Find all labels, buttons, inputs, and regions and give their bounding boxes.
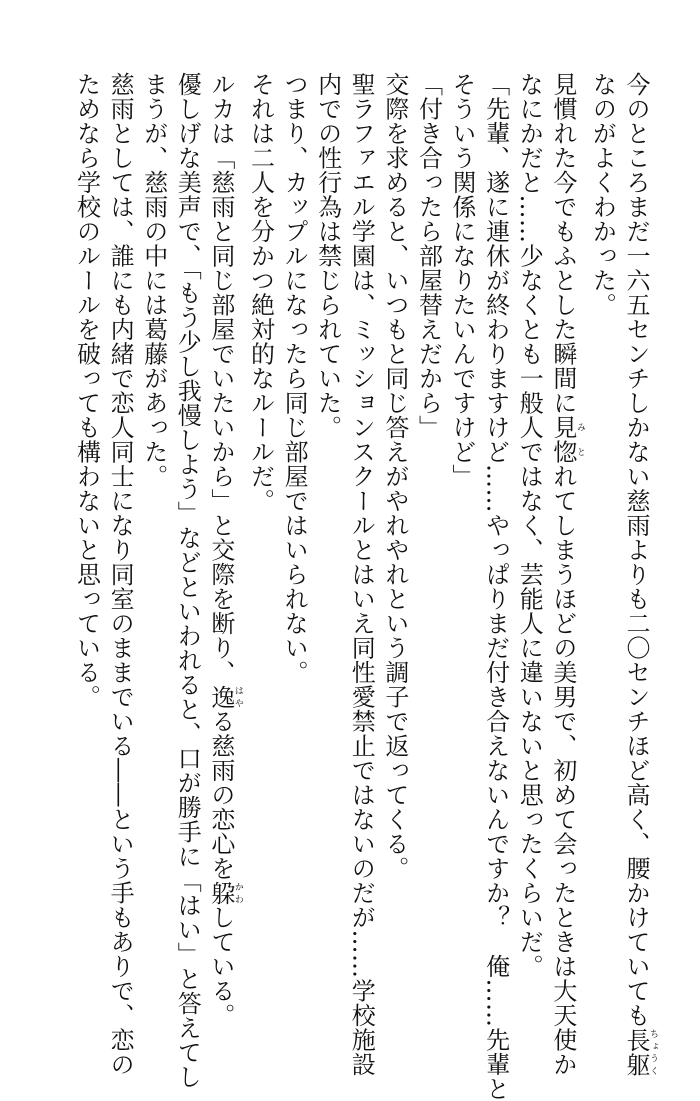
text-line-9: 聖ラファエル学園は、ミッションスクールとはいえ同性愛禁止ではないのだが……学校施設	[347, 72, 376, 1077]
text-line-13: ルカは「慈雨と同じ部屋でいたいから」と交際を断り、逸はやる慈雨の恋心を躱かわしている。	[206, 72, 243, 1028]
ruby-kawa-base: 躱	[206, 880, 235, 905]
text-line-8: 交際を求めると、いつもと同じ答えがやれやれという調子で返ってくる。	[380, 72, 409, 881]
text-line-7: 「付き合ったら部屋替えだから」	[414, 72, 443, 440]
text-line-10: 内での性行為は禁じられていた。	[313, 72, 342, 440]
text-line-3: 見慣れた今でもふとした瞬間に見惚みとれてしまうほどの美男で、初めて会ったときは大天使か	[548, 72, 585, 1077]
ruby-mito-reading: みと	[574, 415, 585, 464]
ruby-haya-reading: はや	[232, 684, 243, 709]
ruby-kawa	[206, 880, 243, 906]
ruby-haya-base: 逸	[206, 684, 235, 709]
text-line-12: それは二人を分かつ絶対的なルールだ。	[246, 72, 275, 513]
text-line-14: 優しげな美声で、「もう少し我慢しよう」などといわれると、口が勝手に「はい」と答えてし	[173, 72, 202, 1089]
ruby-choku-base: 長躯	[622, 1027, 650, 1077]
ruby-kawa-reading: かわ	[232, 880, 243, 905]
ruby-mito-base: 見惚	[548, 415, 577, 464]
ruby-choku	[622, 1027, 658, 1077]
text-line-15: まうが、慈雨の中には葛藤があった。	[139, 72, 168, 489]
ruby-haya	[206, 684, 243, 710]
ruby-mito	[548, 415, 585, 464]
ruby-choku-reading: ちょうく	[648, 1027, 658, 1077]
text-line-16: 慈雨としては、誰にも内緒で恋人同士になり同室のままでいる――という手もありで、恋の	[106, 72, 135, 1077]
text-line-6: そういう関係になりたいんですけど」	[448, 72, 477, 489]
text-line-17: ためなら学校のルールを破っても構わないと思っている。	[72, 72, 101, 709]
text-line-1: 今のところまだ一六五センチしかない慈雨よりも二〇センチほど高く、腰かけていても長躯ちょうく	[622, 72, 658, 1077]
vertical-text-body	[69, 72, 658, 1101]
text-line-5: 「先輩、遂に連休が終わりますけど……やっぱりまだ付き合えないんですか？ 俺……先輩と	[481, 72, 510, 1101]
text-line-2: なのがよくわかった。	[588, 72, 617, 317]
text-line-11: つまり、カップルになったら同じ部屋ではいられない。	[280, 72, 309, 685]
text-line-4: なにかだと……少なくとも一般人ではなく、芸能人に違いないと思ったくらいだ。	[515, 72, 544, 979]
